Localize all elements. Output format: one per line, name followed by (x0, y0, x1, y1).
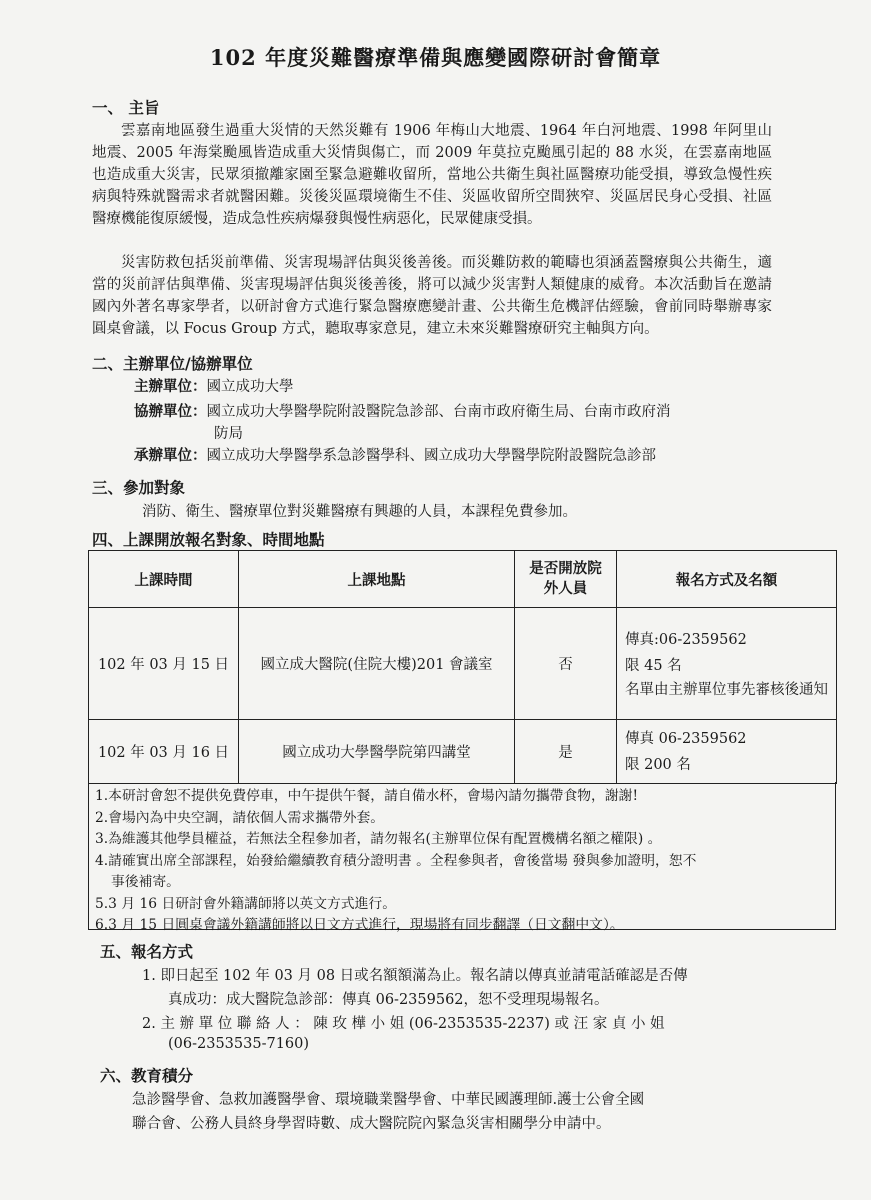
note-4: 4.請確實出席全部課程，始發給繼續教育積分證明書 。全程參與者，會後當場 發與參加證明，恕不 (95, 852, 697, 869)
co-unit-value-line-2: 防局 (214, 426, 243, 442)
host-unit-row (134, 375, 294, 396)
table-header-row (89, 551, 837, 608)
section-1-heading: 一、 主旨 (92, 98, 160, 117)
co-unit-value-line-1: 國立成功大學醫學院附設醫院急診部、台南市政府衛生局、台南市政府消 (206, 404, 671, 420)
section-1-paragraph-1: 雲嘉南地區發生過重大災情的天然災難有 1906 年梅山大地震、1964 年白河地震、1998 年阿里山地震、2005 年海棠颱風皆造成重大災情與傷亡，而 2009 年莫拉克颱風引起的 88 水災，在雲嘉南地區也造成重大災害，民眾須撤離家園至緊急避難收留所，當地公共衛生與社區醫療功能受損，導致急慢性疾病與特殊就醫需求者就醫困難。災後災區環境衛生不佳、災區收留所空間狹窄、災區居民身心受損、社區醫療機能復原緩慢，造成急性疾病爆發與慢性病惡化，民眾健康受損。 (92, 123, 772, 227)
registration-item-1-line-1: 1. 即日起至 102 年 03 月 08 日或名額額滿為止。報名請以傳真並請電話確認是否傳 (142, 968, 688, 984)
row-2-fax: 傳真 06-2359562 (625, 730, 747, 747)
registration-item-1-line-2: 真成功：成大醫院急診部：傳真 06-2359562，恕不受理現場報名。 (168, 992, 609, 1008)
row-1-place: 國立成大醫院(住院大樓)201 會議室 (239, 608, 515, 720)
header-registration: 報名方式及名額 (617, 551, 837, 608)
note-6: 6.3 月 15 日圓桌會議外籍講師將以日文方式進行，現場將有同步翻譯（日文翻中文）。 (95, 917, 624, 933)
note-3: 3.為維護其他學員權益，若無法全程參加者，請勿報名(主辦單位保有配置機構名額之權限) 。 (95, 831, 662, 847)
row-2-registration (617, 720, 837, 784)
row-1-time: 102 年 03 月 15 日 (89, 608, 239, 720)
note-4-continued: 事後補寄。 (111, 874, 180, 890)
registration-item-2-line-1: 2. 主 辦 單 位 聯 絡 人 ： 陳 玫 樺 小 姐 (06-2353535-2237) 或 汪 家 貞 小 姐 (142, 1016, 665, 1032)
document-title: 102 年度災難醫療準備與應變國際研討會簡章 (209, 45, 662, 70)
row-2-time: 102 年 03 月 16 日 (89, 720, 239, 784)
note-1: 1.本研討會恕不提供免費停車，中午提供午餐，請自備水杯，會場內請勿攜帶食物，謝謝! (95, 788, 638, 804)
audience-text: 消防、衛生、醫療單位對災難醫療有興趣的人員，本課程免費參加。 (142, 504, 577, 520)
row-2-quota: 限 200 名 (625, 756, 691, 773)
co-unit-row (134, 400, 671, 421)
note-5: 5.3 月 16 日研討會外籍講師將以英文方式進行。 (95, 895, 396, 912)
organizer-value: 國立成功大學醫學系急診醫學科、國立成功大學醫學院附設醫院急診部 (206, 448, 656, 464)
section-5-heading: 五、報名方式 (100, 942, 194, 961)
organizer-label: 承辦單位： (134, 447, 207, 464)
host-unit-value: 國立成功大學 (206, 379, 294, 395)
notes-box (88, 782, 836, 933)
row-2-open: 是 (515, 720, 617, 784)
organizer-row (134, 444, 656, 465)
section-3-heading: 三、參加對象 (92, 478, 186, 497)
row-1-open: 否 (515, 608, 617, 720)
header-open: 是否開放院外人員 (515, 551, 617, 608)
co-unit-label: 協辦單位： (134, 403, 207, 420)
section-6-heading: 六、教育積分 (100, 1066, 194, 1085)
section-1-paragraph-2: 災害防救包括災前準備、災害現場評估與災後善後。而災難防救的範疇也須涵蓋醫療與公共衛生，適當的災前評估與準備、災害現場評估與災後善後，將可以減少災害對人類健康的威脅。本次活動旨在邀請國內外著名專家學者，以研討會方式進行緊急醫療應變計畫、公共衛生危機評估經驗，會前同時舉辦專家圓桌會議，以 Focus Group 方式，聽取專家意見，建立未來災難醫療研究主軸與方向。 (92, 255, 772, 337)
header-place: 上課地點 (239, 551, 515, 608)
note-2: 2.會場內為中央空調，請依個人需求攜帶外套。 (95, 809, 385, 826)
table-row (89, 720, 837, 784)
row-1-review-note: 名單由主辦單位事先審核後通知 (625, 681, 828, 698)
host-unit-label: 主辦單位： (134, 378, 207, 395)
table-row (89, 608, 837, 720)
header-time: 上課時間 (89, 551, 239, 608)
schedule-table (88, 550, 837, 784)
section-4-heading: 四、上課開放報名對象、時間地點 (92, 530, 325, 549)
row-1-fax: 傳真:06-2359562 (625, 631, 747, 648)
row-1-registration (617, 608, 837, 720)
section-2-heading: 二、主辦單位/協辦單位 (92, 354, 253, 373)
credits-line-1: 急診醫學會、急救加護醫學會、環境職業醫學會、中華民國護理師.護士公會全國 (132, 1092, 645, 1108)
row-2-place: 國立成功大學醫學院第四講堂 (239, 720, 515, 784)
registration-item-2-line-2: (06-2353535-7160) (168, 1036, 310, 1052)
row-1-quota: 限 45 名 (625, 657, 682, 674)
credits-line-2: 聯合會、公務人員終身學習時數、成大醫院院內緊急災害相關學分申請中。 (132, 1116, 611, 1132)
